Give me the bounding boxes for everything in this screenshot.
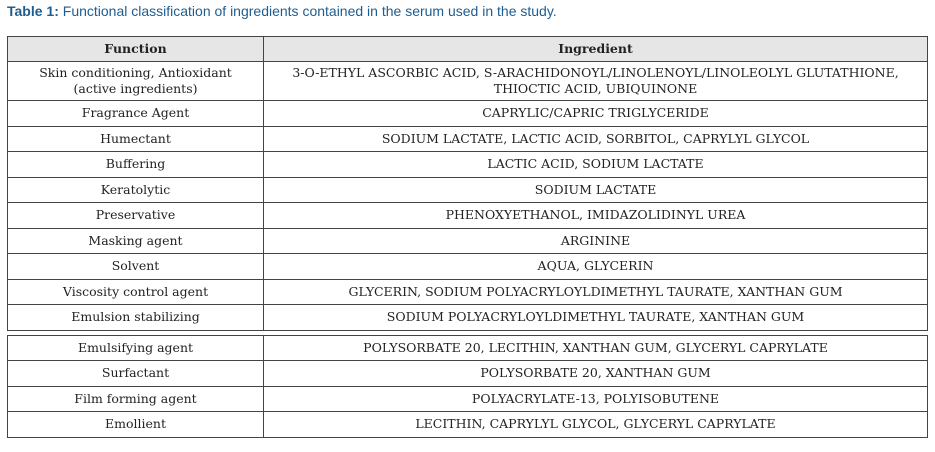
function-cell: Fragrance Agent	[8, 101, 264, 127]
ingredient-cell: SODIUM POLYACRYLOYLDIMETHYL TAURATE, XANTHAN GUM	[264, 305, 928, 331]
table-row	[8, 279, 928, 305]
header-ingredient: Ingredient	[264, 37, 928, 62]
function-cell: Emollient	[8, 412, 264, 438]
table-row	[8, 361, 928, 387]
table-row	[8, 152, 928, 178]
table-row	[8, 62, 928, 101]
table-row	[8, 412, 928, 438]
ingredient-cell: PHENOXYETHANOL, IMIDAZOLIDINYL UREA	[264, 203, 928, 229]
function-cell: Skin conditioning, Antioxidant (active ingredients)	[8, 62, 264, 101]
function-cell: Buffering	[8, 152, 264, 178]
header-row	[8, 37, 928, 62]
function-cell: Film forming agent	[8, 386, 264, 412]
ingredient-cell: AQUA, GLYCERIN	[264, 254, 928, 280]
ingredient-cell: 3-O-ETHYL ASCORBIC ACID, S-ARACHIDONOYL/LINOLENOYL/LINOLEOLYL GLUTATHIONE, THIOCTIC ACID, UBIQUINONE	[264, 62, 928, 101]
function-cell: Preservative	[8, 203, 264, 229]
function-cell: Keratolytic	[8, 177, 264, 203]
caption-text: Functional classification of ingredients contained in the serum used in the study.	[62, 3, 557, 19]
ingredients-table	[7, 36, 928, 438]
ingredient-cell: POLYSORBATE 20, XANTHAN GUM	[264, 361, 928, 387]
ingredient-cell: LECITHIN, CAPRYLYL GLYCOL, GLYCERYL CAPRYLATE	[264, 412, 928, 438]
header-function: Function	[8, 37, 264, 62]
function-cell: Emulsion stabilizing	[8, 305, 264, 331]
ingredient-cell: POLYACRYLATE-13, POLYISOBUTENE	[264, 386, 928, 412]
ingredient-cell: LACTIC ACID, SODIUM LACTATE	[264, 152, 928, 178]
function-cell: Surfactant	[8, 361, 264, 387]
table-row	[8, 228, 928, 254]
ingredient-cell: GLYCERIN, SODIUM POLYACRYLOYLDIMETHYL TAURATE, XANTHAN GUM	[264, 279, 928, 305]
ingredient-cell: POLYSORBATE 20, LECITHIN, XANTHAN GUM, GLYCERYL CAPRYLATE	[264, 335, 928, 361]
function-cell: Masking agent	[8, 228, 264, 254]
table-caption	[7, 3, 557, 19]
ingredient-cell: CAPRYLIC/CAPRIC TRIGLYCERIDE	[264, 101, 928, 127]
ingredient-cell: ARGININE	[264, 228, 928, 254]
function-cell: Emulsifying agent	[8, 335, 264, 361]
table-row	[8, 386, 928, 412]
function-cell: Solvent	[8, 254, 264, 280]
ingredient-cell: SODIUM LACTATE, LACTIC ACID, SORBITOL, CAPRYLYL GLYCOL	[264, 126, 928, 152]
table-row	[8, 335, 928, 361]
table-row	[8, 126, 928, 152]
table-row	[8, 254, 928, 280]
ingredient-cell: SODIUM LACTATE	[264, 177, 928, 203]
table-row	[8, 177, 928, 203]
caption-label: Table 1:	[7, 3, 59, 19]
function-cell: Humectant	[8, 126, 264, 152]
function-cell: Viscosity control agent	[8, 279, 264, 305]
table-row	[8, 203, 928, 229]
table-row	[8, 305, 928, 331]
table-row	[8, 101, 928, 127]
